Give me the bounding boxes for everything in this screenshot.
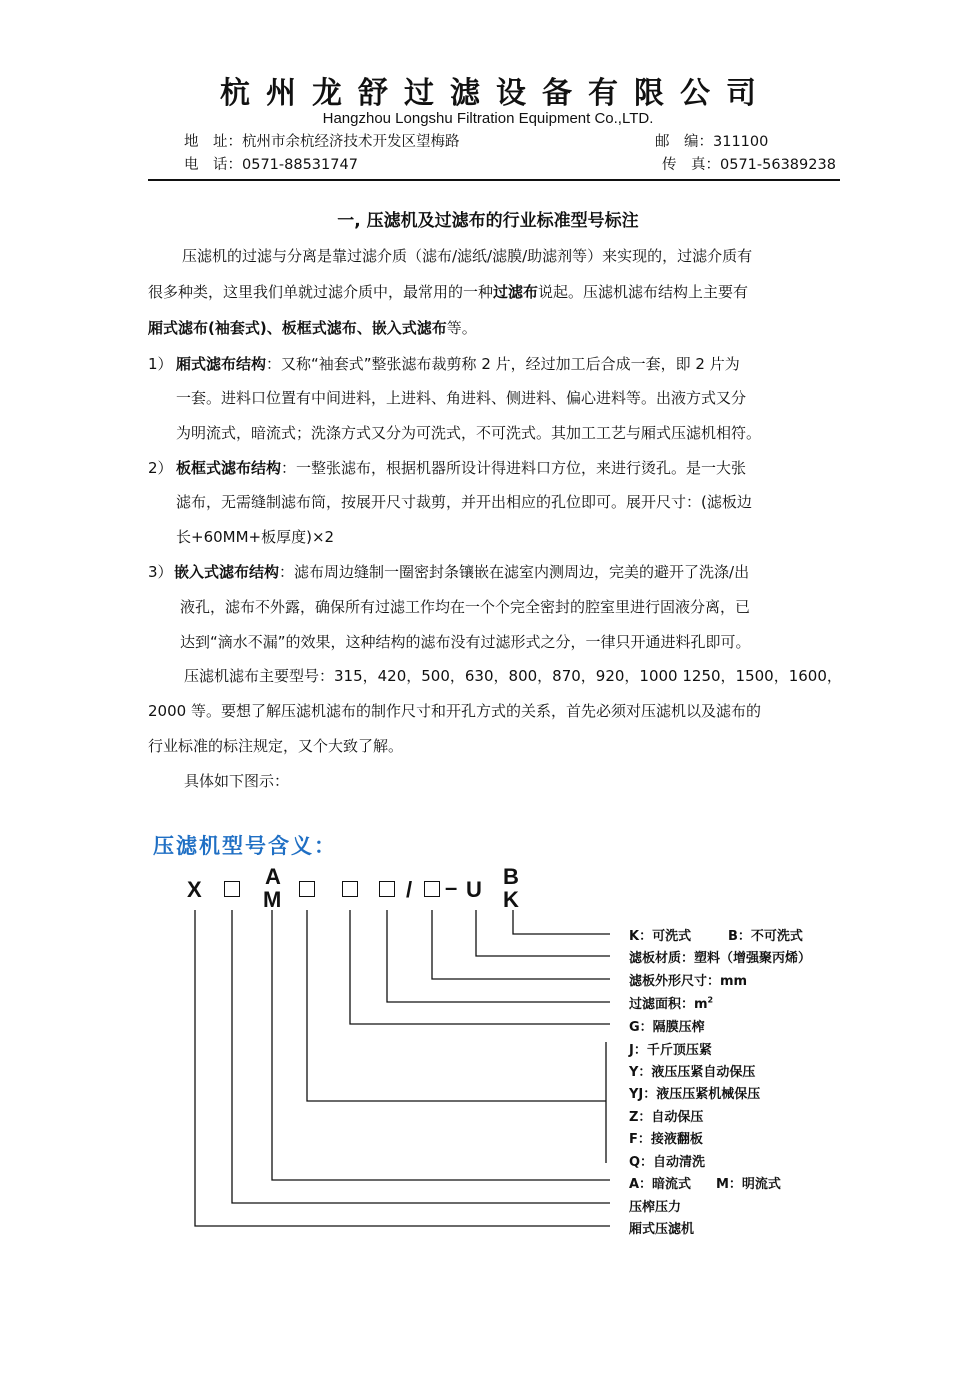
- paragraph-line: 行业标准的标注规定，又个大致了解。: [148, 737, 404, 755]
- code-letter-x: X: [187, 877, 202, 902]
- list-item-heading: 嵌入式滤布结构: [174, 563, 280, 581]
- label-hydraulic-auto: Y：液压压紧自动保压: [629, 1065, 756, 1080]
- paragraph-line: 压滤机的过滤与分离是靠过滤介质（滤布/滤纸/滤膜/助滤剂等）来实现的，过滤介质有: [182, 247, 753, 265]
- connector-press-type: [307, 910, 606, 1101]
- connector-type: [195, 910, 610, 1226]
- paragraph-line: 2000 等。要想了解压滤机滤布的制作尺寸和开孔方式的关系，首先必须对压滤机以及滤布的: [148, 702, 761, 720]
- label-plate-size: 滤板外形尺寸：mm: [629, 974, 748, 989]
- superscript: 2: [707, 995, 714, 1005]
- company-name-cn: 杭州龙舒过滤设备有限公司: [220, 76, 772, 111]
- text-span: ：又称“袖套式”整张滤布裁剪称 2 片，经过加工后合成一套，即 2 片为: [266, 355, 740, 373]
- label-jack: J：千斤顶压紧: [629, 1043, 712, 1058]
- emphasis-text: 过滤布: [493, 283, 539, 301]
- label-concealed-flow: A：暗流式: [629, 1177, 692, 1192]
- text-span: 很多种类，这里我们单就过滤介质中，最常用的一种: [148, 283, 494, 301]
- connector-pressure: [232, 910, 610, 1203]
- label-squeeze-pressure: 压榨压力: [629, 1200, 682, 1215]
- list-item-line: 长+60MM+板厚度)×2: [176, 528, 335, 546]
- text-span: 等。: [446, 319, 477, 337]
- label-open-flow: M：明流式: [716, 1177, 781, 1192]
- postcode: 邮 编：311100: [655, 134, 769, 150]
- label-filter-area: [629, 993, 713, 1012]
- code-letter-b: B: [503, 864, 519, 889]
- connector-material: [476, 910, 610, 956]
- label-washable: K：可洗式: [629, 929, 692, 944]
- text-span: 说起。压滤机滤布结构上主要有: [538, 283, 749, 301]
- paragraph-line: 具体如下图示：: [184, 772, 290, 790]
- list-item-heading: 厢式滤布结构: [176, 355, 267, 373]
- label-chamber-press: 厢式压滤机: [629, 1222, 695, 1237]
- connector-membrane: [350, 910, 610, 1024]
- list-item-line: 液孔，滤布不外露，确保所有过滤工作均在一个个完全密封的腔室里进行固液分离，已: [180, 598, 751, 616]
- code-letter-m: M: [263, 887, 282, 912]
- section-title: 一, 压滤机及过滤布的行业标准型号标注: [337, 211, 639, 231]
- text-span: ：一整张滤布，根据机器所设计得进料口方位，来进行烫孔。是一大张: [281, 459, 747, 477]
- list-item-number: 2）: [148, 459, 173, 477]
- list-item-line: 滤布，无需缝制滤布筒，按展开尺寸裁剪，并开出相应的孔位即可。展开尺寸：(滤板边: [176, 493, 752, 511]
- label-hydraulic-mechanical: YJ：液压压紧机械保压: [629, 1087, 761, 1102]
- list-item-line: 一套。进料口位置有中间进料，上进料、角进料、侧进料、偏心进料等。出液方式又分: [176, 389, 747, 407]
- diagram-title: 压滤机型号含义：: [153, 834, 337, 858]
- connector-size: [432, 910, 610, 979]
- company-name-en: Hangzhou Longshu Filtration Equipment Co.,LTD.: [322, 110, 654, 127]
- code-letter-u: U: [466, 877, 482, 902]
- label-auto-wash: Q：自动清洗: [629, 1155, 706, 1170]
- code-slash: /: [406, 877, 413, 902]
- code-letter-a: A: [265, 864, 281, 889]
- emphasis-text: 厢式滤布(袖套式)、板框式滤布、嵌入式滤布: [148, 319, 447, 337]
- list-item-line: 为明流式，暗流式；洗涤方式又分为可洗式，不可洗式。其加工工艺与厢式压滤机相符。: [176, 424, 762, 442]
- list-item-line: 达到“滴水不漏”的效果，这种结构的滤布没有过滤形式之分，一律只开通进料孔即可。: [180, 633, 751, 651]
- label-filter-area-text: 过滤面积：m: [629, 997, 708, 1012]
- label-membrane: G：隔膜压榨: [629, 1020, 705, 1035]
- phone: 电 话：0571-88531747: [184, 157, 358, 173]
- paragraph-line: 压滤机滤布主要型号：315，420，500，630，800，870，920，1000 1250，1500，1600，: [184, 667, 842, 685]
- text-span: ：滤布周边缝制一圈密封条镶嵌在滤室内测周边，完美的避开了洗涤/出: [279, 563, 750, 581]
- connector-kb: [513, 910, 610, 934]
- code-letter-k: K: [503, 887, 519, 912]
- connector-am: [272, 910, 610, 1180]
- list-item-number: 1）: [148, 355, 173, 373]
- label-non-washable: B：不可洗式: [728, 929, 803, 944]
- fax: 传 真：0571-56389238: [662, 157, 836, 173]
- list-item-number: 3）: [148, 563, 173, 581]
- label-drip-tray: F：接液翻板: [629, 1132, 703, 1147]
- label-plate-material: 滤板材质：塑料（增强聚丙烯）: [629, 951, 812, 966]
- code-dash: –: [445, 875, 458, 900]
- label-auto-hold: Z：自动保压: [629, 1110, 704, 1125]
- address: 地 址：杭州市余杭经济技术开发区望梅路: [184, 134, 460, 150]
- list-item-heading: 板框式滤布结构: [176, 459, 282, 477]
